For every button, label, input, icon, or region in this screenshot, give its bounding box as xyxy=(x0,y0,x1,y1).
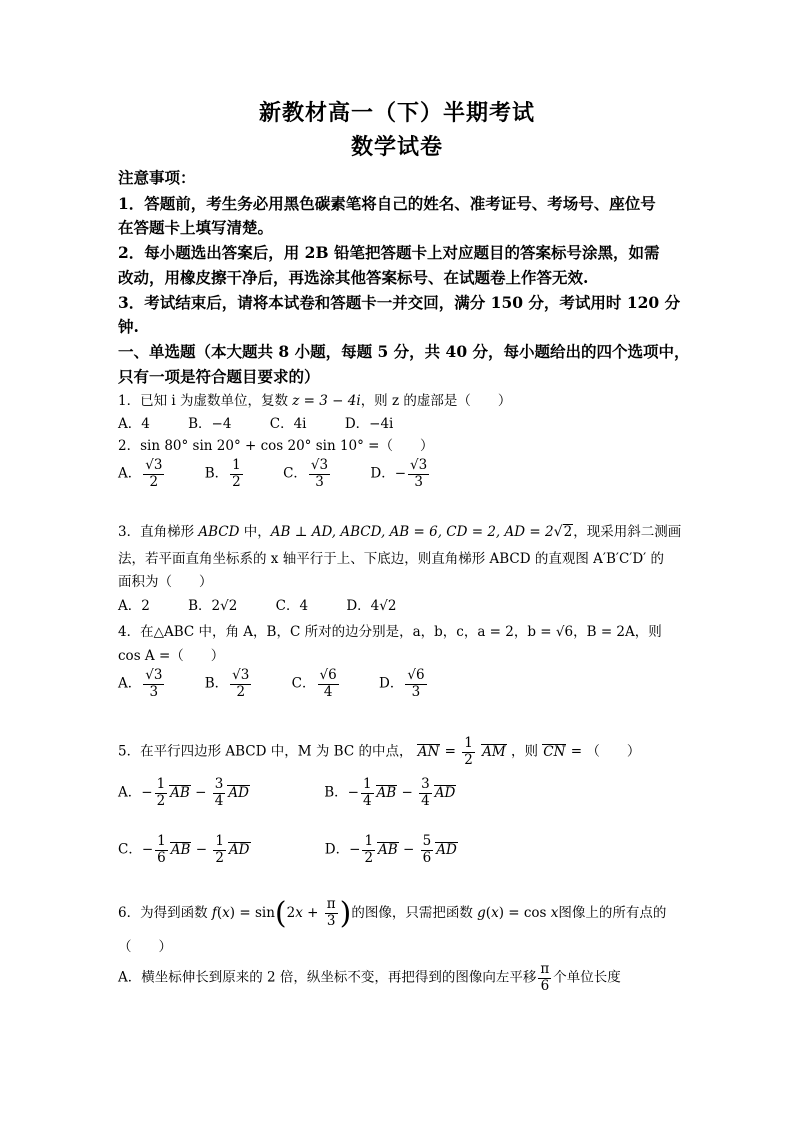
question-3-line-1: 3．直角梯形 ABCD 中，AB ⊥ AD, ABCD, AB = 6, CD = 2, AD = 2 √ 2 ，现采用斜二测画 xyxy=(118,524,682,541)
notice-item-1a: 1．答题前，考生务必用黑色碳素笔将自己的姓名、准考证号、考场号、座位号 xyxy=(118,194,656,213)
q4-d-den: 3 xyxy=(411,683,421,700)
question-5-options-cd xyxy=(118,834,492,866)
q5-a-d1: 2 xyxy=(156,792,166,809)
vec-cn: CN xyxy=(543,743,566,760)
q5-d-c2: 5 xyxy=(422,833,432,849)
q2-b-num: 1 xyxy=(232,457,241,473)
q1-option-a[interactable]: A．4 xyxy=(118,416,150,432)
q3-l1-e: 2 xyxy=(563,524,573,541)
question-3-line-3: 面积为（ ） xyxy=(118,574,213,590)
q2-d-label: D． xyxy=(370,465,395,482)
notice-item-3b: 钟. xyxy=(118,317,139,336)
question-2-stem xyxy=(118,434,434,454)
q5-option-d[interactable]: D．− $\frac{1}{2}$ AB − $\frac{5}{6}$ AD xyxy=(324,833,457,866)
notice-item-1b: 在答题卡上填写清楚。 xyxy=(118,218,274,237)
section-heading-2: 只有一项是符合题目要求的） xyxy=(118,367,320,386)
q2-a-num: √3 xyxy=(145,457,163,473)
q5-d-d1: 2 xyxy=(364,849,374,866)
question-3-line-2: 法，若平面直角坐标系的 x 轴平行于上、下底边，则直角梯形 ABCD 的直观图 A′B′C′D′ 的 xyxy=(118,551,665,567)
q1-stem-b: ，则 z 的虚部是（ ） xyxy=(360,393,512,409)
q6-opt-a-b: 个单位长度 xyxy=(553,969,621,986)
q2-c-label: C． xyxy=(283,465,307,482)
q3-option-d[interactable]: D．4√2 xyxy=(346,598,397,614)
q3-l1-f: ，现采用斜二测画 xyxy=(573,524,682,540)
q4-c-num: √6 xyxy=(319,667,337,683)
q4-option-c[interactable] xyxy=(292,668,341,700)
q4-a-den: 3 xyxy=(149,683,159,700)
q2-b-den: 2 xyxy=(232,473,241,490)
question-2-options xyxy=(118,458,465,490)
q2-stem-a: 2． xyxy=(118,438,141,454)
vec-an: AN xyxy=(417,743,440,760)
question-5-stem: 5．在平行四边形 ABCD 中，M 为 BC 的中点， AN = $\frac{1}{2}$ AM ，则 CN = （ ） xyxy=(118,735,641,768)
q4-option-a[interactable] xyxy=(118,668,166,700)
q5-option-b[interactable]: B．− $\frac{1}{4}$ AB − $\frac{3}{4}$ AD xyxy=(324,776,456,809)
question-3-options xyxy=(118,594,430,614)
vec-am: AM xyxy=(482,743,506,760)
q4-option-b[interactable] xyxy=(205,668,254,700)
q4-a-label: A． xyxy=(118,675,142,692)
q5-a-c2: 3 xyxy=(214,776,224,792)
q1-stem-a: 1．已知 i 为虚数单位，复数 xyxy=(118,393,293,409)
q4-a-num: √3 xyxy=(145,667,163,683)
q5-a-label: A． xyxy=(118,784,142,801)
q2-expr: sin 80° sin 20° + cos 20° sin 10° = xyxy=(140,438,380,454)
q1-option-d[interactable]: D．−4i xyxy=(344,416,394,432)
q5-a-d2: 4 xyxy=(214,792,224,809)
question-4-options xyxy=(118,668,463,700)
q5-c-d1: 6 xyxy=(157,849,166,866)
q5-c-c2: 1 xyxy=(215,833,224,849)
q2-option-c[interactable] xyxy=(283,458,332,490)
q3-option-b[interactable]: B．2√2 xyxy=(188,598,238,614)
q2-d-sign: − xyxy=(394,465,407,482)
question-6-option-a[interactable]: A．横坐标伸长到原来的 2 倍，纵坐标不变，再把得到的图像向左平移 $\frac{\pi}{6}$ 个单位长度 xyxy=(118,961,621,994)
q5-option-a[interactable]: A．− $\frac{1}{2}$ AB − $\frac{3}{4}$ AD xyxy=(118,776,249,809)
q4-b-label: B． xyxy=(204,675,229,692)
q2-d-num: √3 xyxy=(410,457,428,473)
notice-item-2b: 改动，用橡皮擦干净后，再选涂其他答案标号、在试题卷上作答无效. xyxy=(118,268,589,287)
q5-stem-c: （ ） xyxy=(586,743,641,760)
q4-c-label: C． xyxy=(291,675,316,692)
q2-stem-b: （ ） xyxy=(379,438,434,454)
q4-b-den: 2 xyxy=(236,683,246,700)
q4-b-num: √3 xyxy=(232,667,250,683)
q5-c-label: C． xyxy=(118,841,142,858)
notice-item-3a: 3．考试结束后，请将本试卷和答题卡一并交回，满分 150 分，考试用时 120 分 xyxy=(118,293,681,312)
question-6-stem: 6．为得到函数 f(x) = sin(2x + $\frac{\pi}{3}$ )的图像，只需把函数 g(x) = cos x图像上的所有点的 xyxy=(118,896,667,931)
question-1-stem xyxy=(118,389,511,409)
q5-b-label: B． xyxy=(324,784,348,801)
q6-stem-b: 的图像，只需把函数 xyxy=(351,905,478,921)
q5-option-c[interactable]: C．− $\frac{1}{6}$ AB − $\frac{1}{2}$ AD xyxy=(118,833,250,866)
q5-b-c2: 3 xyxy=(421,776,430,792)
q5-b-c1: 1 xyxy=(362,776,372,792)
notice-item-2a: 2．每小题选出答案后，用 2B 铅笔把答题卡上对应题目的答案标号涂黑，如需 xyxy=(118,243,660,262)
q2-a-den: 2 xyxy=(149,473,159,490)
q3-l1-c: 中， xyxy=(239,524,271,540)
q4-c-den: 4 xyxy=(323,683,333,700)
q2-b-label: B． xyxy=(204,465,229,482)
q1-option-c[interactable]: C．4i xyxy=(269,416,307,432)
q4-option-d[interactable] xyxy=(379,668,429,700)
exam-subtitle: 数学试卷 xyxy=(350,134,443,160)
q4-d-label: D． xyxy=(379,675,404,692)
q5-c-c1: 1 xyxy=(157,833,166,849)
section-heading-1: 一、单选题（本大题共 8 小题，每题 5 分，共 40 分，每小题给出的四个选项中， xyxy=(118,342,690,361)
q5-stem-b: ，则 xyxy=(510,743,538,760)
q2-a-label: A． xyxy=(118,465,142,482)
q2-c-num: √3 xyxy=(310,457,329,473)
q3-l1-a: 3．直角梯形 xyxy=(118,524,199,540)
q2-option-a[interactable] xyxy=(118,458,166,490)
question-4-line-1: 4．在△ABC 中，角 A，B，C 所对的边分别是，a，b，c，a = 2，b = √6，B = 2A，则 xyxy=(118,624,662,640)
q1-expr: z = 3 − 4i xyxy=(292,393,361,409)
question-5-options-ab xyxy=(118,777,490,809)
q5-d-c1: 1 xyxy=(364,833,374,849)
question-4-line-2: cos A =（ ） xyxy=(118,648,225,664)
q5-b-d2: 4 xyxy=(421,792,430,809)
q2-option-d[interactable] xyxy=(370,458,431,490)
q6-stem-a: 6．为得到函数 xyxy=(118,905,212,921)
q2-option-b[interactable] xyxy=(205,458,245,490)
q6-opt-a-a: A．横坐标伸长到原来的 2 倍，纵坐标不变，再把得到的图像向左平移 xyxy=(118,969,537,986)
q3-l1-b: ABCD xyxy=(198,524,240,540)
q3-option-c[interactable]: C．4 xyxy=(275,598,309,614)
q5-d-label: D． xyxy=(324,841,350,858)
q4-d-num: √6 xyxy=(407,667,425,683)
q2-c-den: 3 xyxy=(315,473,324,490)
exam-title: 新教材高一（下）半期考试 xyxy=(258,100,535,126)
notice-heading: 注意事项： xyxy=(118,168,196,187)
question-1-options xyxy=(118,412,427,432)
q5-stem-a: 5．在平行四边形 ABCD 中，M 为 BC 的中点， xyxy=(118,743,413,760)
q5-d-d2: 6 xyxy=(422,849,432,866)
q1-option-b[interactable]: B．−4 xyxy=(188,416,232,432)
q5-a-c1: 1 xyxy=(156,776,166,792)
q2-d-den: 3 xyxy=(414,473,423,490)
q5-b-d1: 4 xyxy=(362,792,372,809)
question-6-line-2: （ ） xyxy=(118,939,172,955)
q3-l1-d: AB ⊥ AD, ABCD, AB = 6, CD = 2, AD = 2 xyxy=(270,524,554,540)
q5-c-d2: 2 xyxy=(215,849,224,866)
q6-stem-c: 图像上的所有点的 xyxy=(558,905,667,921)
q3-option-a[interactable]: A．2 xyxy=(118,598,150,614)
